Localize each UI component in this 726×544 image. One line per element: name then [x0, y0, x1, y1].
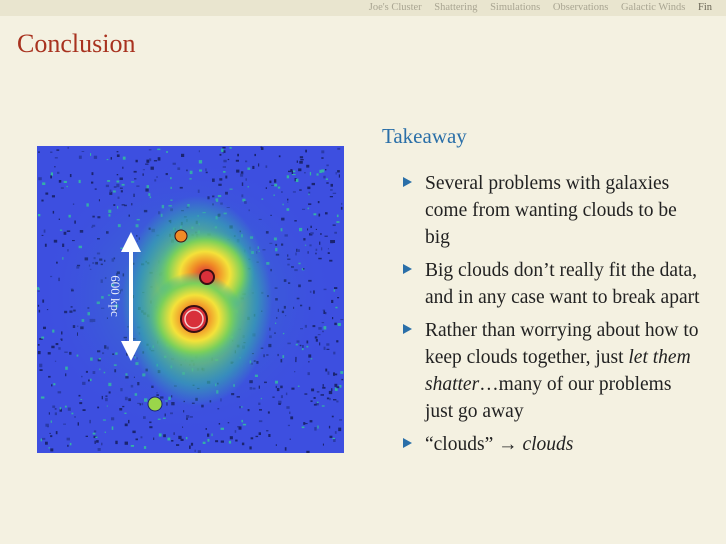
core-peak-2: [200, 270, 214, 284]
takeaway-heading: Takeaway: [382, 124, 467, 148]
takeaway-item-text-start: “clouds” →: [425, 434, 523, 455]
scale-label: 600 kpc: [108, 275, 123, 317]
top-navigation-bar: [0, 0, 726, 16]
bullet-triangle-icon: [403, 264, 412, 274]
density-map-svg: [37, 146, 344, 453]
nav-item-simulations[interactable]: Simulations: [490, 2, 541, 13]
takeaway-list: [403, 170, 703, 464]
nav-item-observations[interactable]: Observations: [552, 2, 609, 13]
nav-item-fin[interactable]: Fin: [697, 2, 712, 13]
takeaway-item: [403, 170, 703, 251]
takeaway-item: [403, 257, 703, 311]
bullet-triangle-icon: [403, 177, 412, 187]
small-clump: [175, 230, 187, 242]
takeaway-item-text-start: Rather than worrying about how to keep clouds together, just: [425, 320, 699, 368]
takeaway-item: [403, 317, 703, 425]
section-nav: [359, 2, 712, 13]
takeaway-item-text: Several problems with galaxies come from wanting clouds to be big: [425, 173, 677, 248]
takeaway-item-text-end: …many of our problems just go away: [425, 374, 672, 422]
satellite-clump: [148, 397, 162, 411]
nav-item-shattering[interactable]: Shattering: [434, 2, 478, 13]
nav-item-galactic-winds[interactable]: Galactic Winds: [620, 2, 686, 13]
takeaway-item: [403, 431, 703, 458]
bullet-triangle-icon: [403, 324, 412, 334]
takeaway-item-text: Big clouds don’t really fit the data, and in any case want to break apart: [425, 260, 700, 308]
slide-title: Conclusion: [17, 29, 136, 58]
bullet-triangle-icon: [403, 438, 412, 448]
takeaway-item-emphasis: clouds: [522, 434, 574, 455]
simulation-density-map: [37, 146, 344, 453]
nav-item-joes-cluster[interactable]: Joe's Cluster: [368, 2, 422, 13]
takeaway-item-emphasis: let them shatter: [425, 347, 691, 395]
